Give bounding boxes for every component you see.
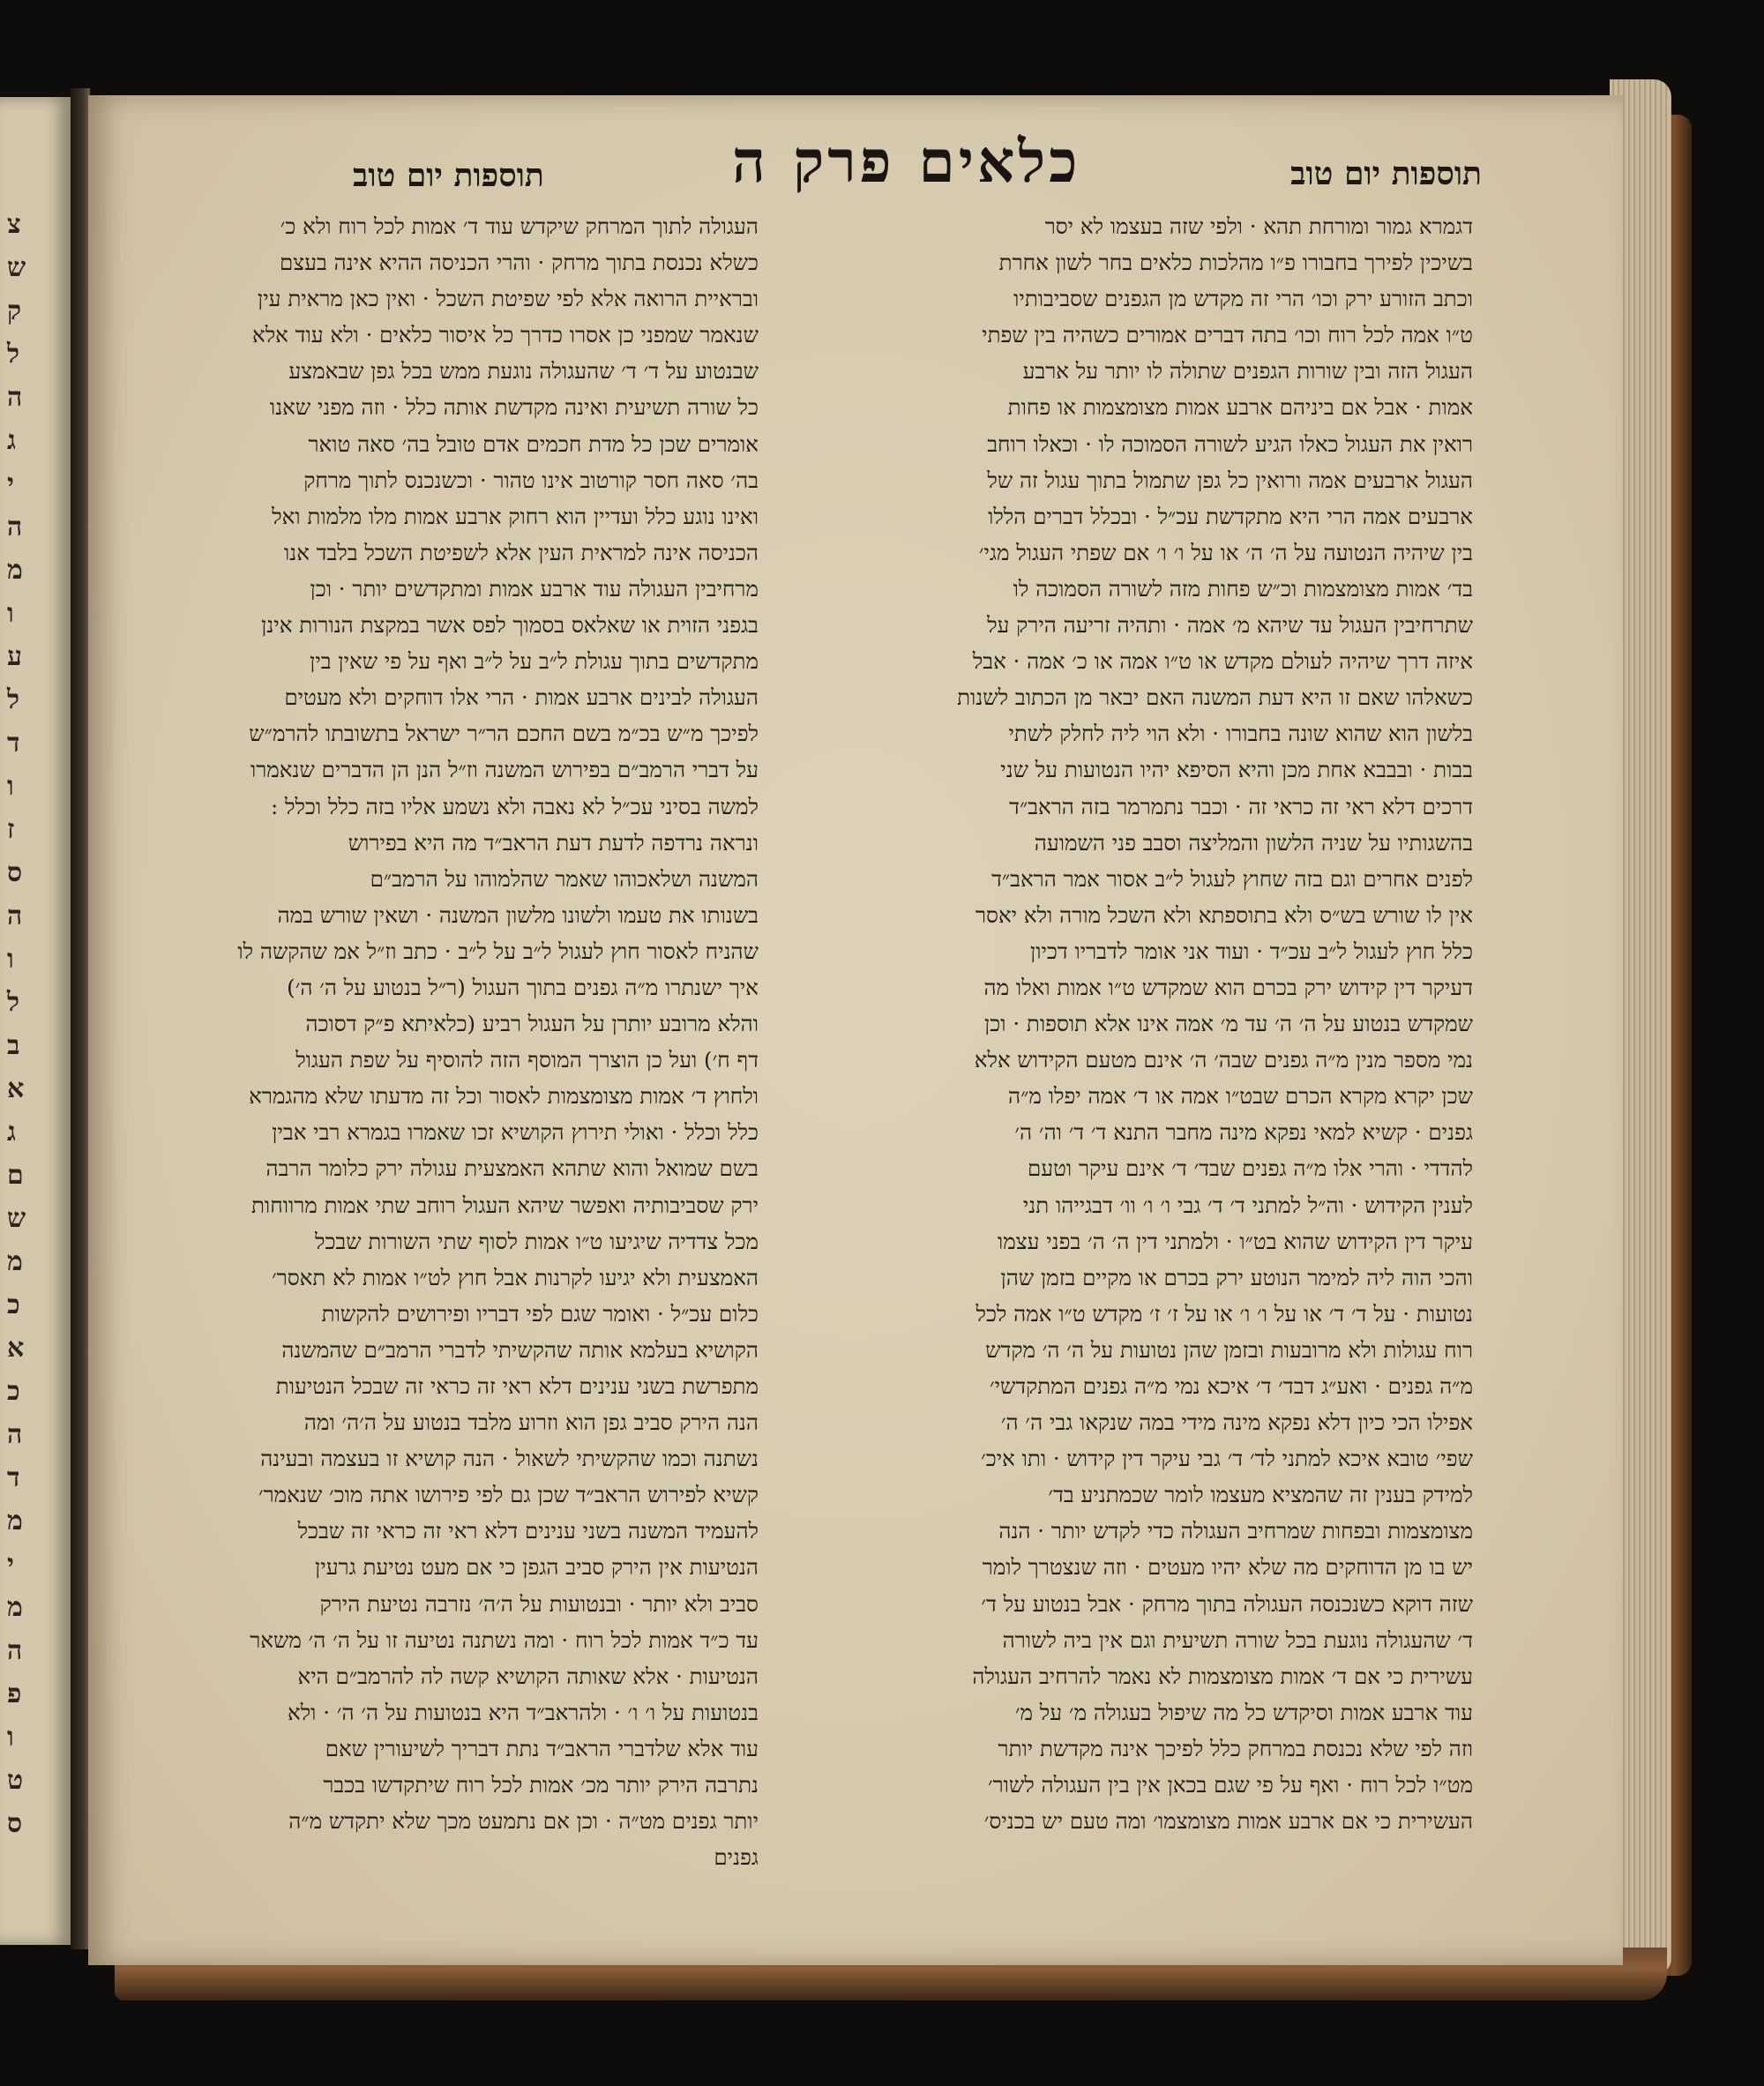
facing-page-letter: ס (7, 857, 23, 888)
facing-page-letter: כ (7, 1290, 20, 1320)
facing-page-letter: ה (7, 512, 23, 542)
text-line: להדדי · והרי אלו מ״ה גפנים שבד׳ ד׳ אינם עיקר וטעם (1027, 1155, 1473, 1182)
text-line: כלום עכ״ל · ואומר שגם לפי דבריו ופירושים להקשות (321, 1300, 759, 1327)
text-line: יש בו מן הדוחקים מה שלא יהיו מעטים · וזה שנצטרך לומר (982, 1554, 1473, 1581)
text-line: המשנה ושלאכוהו שאמר שהלמוהו על הרמב״ם (370, 865, 759, 892)
text-line: עוד אלא שלדברי הראב״ד נתת דבריך לשיעורין שאם (325, 1735, 759, 1761)
text-line: שכן יקרא מקרא הכרם שבט״ו אמה או ד׳ אמה יפלו מ״ה (1008, 1083, 1473, 1110)
facing-page-letter: ט (7, 1765, 24, 1796)
facing-page-letter: ש (7, 1203, 26, 1234)
facing-page-letter: ק (7, 295, 22, 326)
text-line: בשיכין לפירך בחבורו פ״ו מהלכות כלאים בחר לשון אחרת (998, 250, 1473, 276)
text-line: ולחוץ ד׳ אמות מצומצמות לאסור וכל זה מדעתו שלא מהגמרא (249, 1083, 759, 1110)
text-line: ובראיית הרואה אלא לפי שפיטת השכל · ואין כאן מראית עין (258, 286, 759, 312)
text-line: העשירית כי אם ארבע אמות מצומצמו׳ ומה טעם יש בכניס׳ (983, 1808, 1473, 1835)
text-line: והלא מרובע יותרן על העגול רביע (כלאיתא פ״ק דסוכה (305, 1011, 759, 1037)
text-line: למידק בענין זה שהמציא מעצמו לומר שכמתניע בד׳ (1048, 1482, 1473, 1508)
facing-page-letter: א (7, 1333, 25, 1364)
text-line: איך ישנתרו מ״ה גפנים בתוך העגול (ר״ל בנטוע על ה׳ ה׳) (287, 974, 759, 1000)
text-line: גפנים · קשיא למאי נפקא מינה מחבר התנא ד׳ ד׳ וה׳ ה׳ (1014, 1119, 1473, 1146)
facing-page-edge (0, 97, 71, 1945)
facing-page-letter: ס (7, 1808, 23, 1839)
commentary-column-right (794, 208, 1473, 1858)
facing-page-letter: ו (7, 598, 14, 629)
text-line: הכניסה אינה למראית העין אלא לשפיטת השכל בלבד אנו (283, 539, 759, 565)
running-head-right: תוספות יום טוב (1290, 155, 1482, 192)
text-line: למשה בסיני עכ״ל לא נאבה ולא נשמע אליו בזה כלל וכלל : (270, 793, 759, 819)
text-line: סביב ולא יותר · ובנטועות על ה׳ה׳ נזרבה נטיעת הירק (319, 1590, 759, 1617)
text-line: נתרבה הירק יותר מכ׳ אמות לכל רוח שיתקדשו בכבר (323, 1772, 759, 1798)
facing-page-letter: י (7, 468, 14, 499)
commentary-column-left (141, 208, 759, 1871)
text-line: מתפרשת בשני ענינים דלא ראי זה כראי זה שבכל הנטיעות (275, 1373, 759, 1399)
text-line: שפי׳ טובא איכא למתני לד׳ ד׳ גבי עיקר דין קידוש · ותו איכ׳ (981, 1446, 1473, 1472)
text-line: ד׳ שהעגולה נוגעת בכל שורה תשיעית וגם אין ביה לשורה (1002, 1626, 1473, 1653)
text-line: ארבעים אמה הרי היא מתקדשת עכ״ל · ובכלל דברים הללו (988, 503, 1473, 529)
text-line: לפיכך מ״ש בכ״מ בשם החכם הר״ר ישראל בתשובתו להרמ״ש (249, 721, 759, 747)
text-line: ואינו נוגע כלל ועדיין הוא רחוק ארבע אמות מלו מלמות ואל (272, 503, 759, 529)
facing-page-letter: ל (7, 339, 20, 370)
text-line: הנה הירק סביב גפן הוא וזרוע מלבד בנטוע על ה׳ה׳ ומה (303, 1409, 759, 1436)
text-line: ט״ו אמה לכל רוח וכו׳ בתה דברים אמורים כשהיה בין שפתי (982, 322, 1473, 348)
text-line: מצומצמות ובפחות שמרחיב העגולה כדי לקדש יותר · הנה (998, 1518, 1473, 1544)
text-line: בד׳ אמות מצומצמות וכ״ש פחות מזה לשורה הסמוכה לו (1013, 575, 1473, 602)
facing-page-letter: ש (7, 252, 26, 283)
running-head-left: תוספות יום טוב (353, 157, 544, 194)
text-line: שנאמר שמפני כן אסרו כדרך כל איסור כלאים · ולא עוד אלא (252, 322, 759, 348)
facing-page-letter: ג (7, 1117, 16, 1148)
text-line: לענין הקידוש · וה״ל למתני ד׳ ד׳ גבי ו׳ ו׳ וו׳ דבגייהו תני (1022, 1192, 1473, 1218)
text-line: כשאלהו שאם זו היא דעת המשנה האם יבאר מן הכתוב לשנות (957, 684, 1473, 711)
text-line: עד כ״ד אמות לכל רוח · ומה נשתנה נטיעה זו על ה׳ ה׳ משאר (250, 1626, 759, 1653)
text-line: להעמיד המשנה בשני ענינים דלא ראי זה כראי זה שבכל (297, 1518, 759, 1544)
text-line: עשירית כי אם ד׳ אמות מצומצמות לא נאמר להרחיב העגולה (972, 1663, 1473, 1689)
text-line: כל שורה תשיעית ואינה מקדשת אותה כלל · וזה מפני שאנו (269, 394, 759, 421)
text-line: כשלא נכנסת בתוך מרחק · והרי הכניסה ההיא אינה בעצם (280, 250, 759, 276)
text-line: יותר גפנים מט״ה · וכן אם נתמעט מכך שלא יתקדש מ״ה (288, 1808, 759, 1835)
facing-page-letter: ב (7, 1030, 20, 1061)
text-line: העגול ארבעים אמה ורואין כל גפן שתמול בתוך עגול זה של (987, 467, 1473, 493)
facing-page-letter: מ (7, 1506, 23, 1536)
text-line: שזה דוקא כשנכנסה העגולה בתוך מרחק · אבל בנטוע על ד׳ (981, 1590, 1473, 1617)
running-head-title: כלאים פרק ה (732, 127, 1081, 196)
text-line: בשנותו את טעמו ולשונו מלשון המשנה · ושאין שורש במה (277, 901, 759, 928)
text-line: כלל חוץ לעגול ל״ב עכ״ד · ועוד אני אומר לדבריו דכיון (1029, 938, 1473, 964)
facing-page-letter: ו (7, 1722, 14, 1753)
text-line: מ״ה גפנים · ואע״ג דבד׳ ד׳ איכא נמי מ״ה גפנים המתקדשי׳ (989, 1373, 1473, 1399)
text-line: ירק שסביבותיה ואפשר שיהא העגול רוחב שתי אמות מרווחות (250, 1192, 759, 1218)
text-line: הנטיעות אין הירק סביב הגפן כי אם מעט נטיעת גרעין (315, 1554, 759, 1581)
text-line: והכי הוה ליה למימר הנוטע ירק בכרם או מקיים בזמן שהן (1000, 1264, 1473, 1290)
text-line: גפנים (714, 1844, 759, 1871)
text-line: שהניח לאסור חוץ לעגול ל״ב על ל״ב · כתב וז״ל אמ שהקשה לו (237, 938, 759, 964)
text-line: אמות · אבל אם ביניהם ארבע אמות מצומצמות או פחות (1007, 394, 1473, 421)
facing-page-letter: פ (7, 1679, 22, 1709)
facing-page-letter: ל (7, 684, 20, 715)
text-line: ונראה נרדפה לדעת דעת הראב״ד מה היא בפירוש (348, 829, 759, 856)
text-line: לפנים אחרים וגם בזה שחוץ לעגול ל״ב אסור אמר הראב״ד (991, 865, 1473, 892)
text-line: מתקדשים בתוך עגולת ל״ב על ל״ב ואף על פי שאין בין (310, 648, 759, 675)
text-line: אין לו שורש בש״ס ולא בתוספתא ולא השכל מורה ולא יאסר (975, 901, 1473, 928)
text-line: שבנטוע על ד׳ ד׳ שהעגולה נוגעת ממש בכל גפן שבאמצע (288, 358, 759, 385)
text-line: דף ח׳) ועל כן הוצרך המוסף הזה להוסיף על שפת העגול (295, 1047, 759, 1073)
text-line: איזה דרך שיהיה לעולם מקדש או ט״ו אמה או כ׳ אמה · אבל (972, 648, 1473, 675)
text-line: הנטיעות · אלא שאותה הקושיא קשה לה להרמב״ם היא (297, 1663, 759, 1689)
facing-page-letter: ד (7, 1462, 20, 1493)
text-line: דגמרא גמור ומורחת תהא · ולפי שזה בעצמו לא יסר (1044, 213, 1473, 239)
text-line: כלל וכלל · ואולי תירוץ הקושיא זכו שאמרו בגמרא רבי אבין (272, 1119, 759, 1146)
text-line: העגולה לבינים ארבע אמות · הרי אלו דוחקים ולא מעטים (284, 684, 759, 711)
text-line: נטועות · על ד׳ ד׳ או על ו׳ ו׳ או על ז׳ ז׳ מקדש ט״ו אמה לכל (975, 1300, 1473, 1327)
text-line: קשיא לפירוש הראב״ד שכן גם לפי פירושו אתה מוכ׳ שנאמר׳ (258, 1482, 759, 1508)
facing-page-letter: ל (7, 987, 20, 1018)
facing-page-letter: ה (7, 382, 23, 413)
facing-page-letter: י (7, 1549, 14, 1580)
text-line: שתרחיבין העגול עד שיהא מ׳ אמה · ותהיה זריעה הירק על (987, 612, 1473, 639)
facing-page-letter: ה (7, 901, 23, 931)
text-line: וזה לפי שלא נכנסת במרחק כלל לפיכך אינה מקדשת יותר (998, 1735, 1473, 1761)
text-line: נשתנה וכמו שהקשיתי לשאול · הנה קושיא זו בעצמה ובעינה (260, 1446, 759, 1472)
text-line: על דברי הרמב״ם בפירוש המשנה וז״ל הנן הן הדברים שנאמרו (250, 757, 759, 783)
text-line: בבות · ובבבא אחת מכן והיא הסיפא יהיו הנטועות על שני (1000, 757, 1473, 783)
text-line: מכל צדדיה שיגיעו ט״ו אמות לסוף שתי השורות שבכל (314, 1228, 759, 1254)
text-line: וכתב הזורע ירק וכו׳ הרי זה מקדש מן הגפנים שסביבותיו (1013, 286, 1473, 312)
text-line: בהשגותיו על שניה הלשון והמליצה וסבב פני השמועה (1034, 829, 1473, 856)
text-line: שמקדש בנטוע על ה׳ ה׳ עד מ׳ אמה אינו אלא תוספות · וכן (984, 1011, 1473, 1037)
text-line: האמצעית ולא יגיעו לקרנות אבל חוץ לט״ו אמות לא תאסר׳ (272, 1264, 759, 1290)
text-line: עוד ארבע אמות וסיקדש כל מה שיפול בעגולה מ׳ על מ׳ (1014, 1699, 1473, 1725)
text-line: מט״ו לכל רוח · ואף על פי שגם בכאן אין בין העגולה לשור׳ (987, 1772, 1473, 1798)
facing-page-letter: ו (7, 771, 14, 802)
text-line: רואין את העגול כאלו הגיע לשורה הסמוכה לו · וכאלו רוחב (987, 430, 1473, 457)
text-line: בנטועות על ו׳ ו׳ · ולהראב״ד היא בנטועות על ה׳ ה׳ · ולא (288, 1699, 759, 1725)
text-line: העגולה לתוך המרחק שיקדש עוד ד׳ אמות לכל רוח ולא כ׳ (280, 213, 759, 239)
running-head (265, 122, 1482, 219)
facing-page-letter: מ (7, 1592, 23, 1623)
text-line: בלשון הוא שהוא שונה בחבורו · ולא הוי ליה לחלק לשתי (1008, 721, 1473, 747)
facing-page-letter: ז (7, 814, 15, 845)
text-line: בין שיהיה הנטועה על ה׳ ה׳ או על ו׳ ו׳ אם שפתי העגול מגי׳ (978, 539, 1473, 565)
facing-page-letter: כ (7, 1376, 20, 1407)
text-line: דעיקר דין קידוש ירק בכרם הוא שמקדש ט״ו אמות ואלו מה (983, 974, 1473, 1000)
binding-gutter (71, 88, 90, 1949)
facing-page-letter: ע (7, 641, 22, 672)
text-line: הקושיא בעלמא אותה שהקשיתי לדברי הרמב״ם שהמשנה (281, 1336, 759, 1363)
facing-page-letter: ה (7, 1635, 23, 1666)
facing-page-letter: ג (7, 425, 16, 456)
text-line: דרכים דלא ראי זה כראי זה · וכבר נתמרמר בזה הראב״ד (1009, 793, 1473, 819)
text-line: עיקר דין הקידוש שהוא בט״ו · ולמתני דין ה׳ ה׳ בפני עצמו (997, 1228, 1473, 1254)
book-page (88, 95, 1623, 1965)
text-line: אומרים שכן כל מדת חכמים אדם טובל בה׳ סאה טואר (308, 430, 759, 457)
facing-page-letter: ד (7, 728, 20, 759)
facing-page-letter: מ (7, 1246, 23, 1277)
text-line: העגול הזה ובין שורות הגפנים שתולה לו יותר על ארבע (1022, 358, 1473, 385)
facing-page-letter: ם (7, 1160, 24, 1191)
facing-page-letter: מ (7, 555, 23, 586)
text-line: בגפני הזוית או שאלאס בסמוך לפס אשר במקצת הנורות אינן (261, 612, 759, 639)
facing-page-letter: צ (7, 209, 21, 240)
text-line: בשם שמואל והוא שתהא האמצעית עגולה ירק כלומר הרבה (265, 1155, 759, 1182)
text-line: בה׳ סאה חסר קורטוב אינו טהור · וכשנכנס לתוך מרחק (303, 467, 759, 493)
text-line: מרחיבין העגולה עוד ארבע אמות ומתקדשים יותר · וכן (310, 575, 759, 602)
text-line: נמי מספר מנין מ״ה גפנים שבה׳ ה׳ אינם מטעם הקידוש אלא (974, 1047, 1473, 1073)
text-line: אפילו הכי כיון דלא נפקא מינה מידי במה שנקאו גבי ה׳ ה׳ (1000, 1409, 1473, 1436)
facing-page-letter: א (7, 1073, 25, 1104)
facing-page-letter: ה (7, 1419, 23, 1450)
text-line: רוח עגולות ולא מרובעות ובזמן שהן נטועות על ה׳ ה׳ מקדש (985, 1336, 1473, 1363)
facing-page-letter: ו (7, 944, 14, 975)
facing-page-letters (7, 203, 71, 1845)
